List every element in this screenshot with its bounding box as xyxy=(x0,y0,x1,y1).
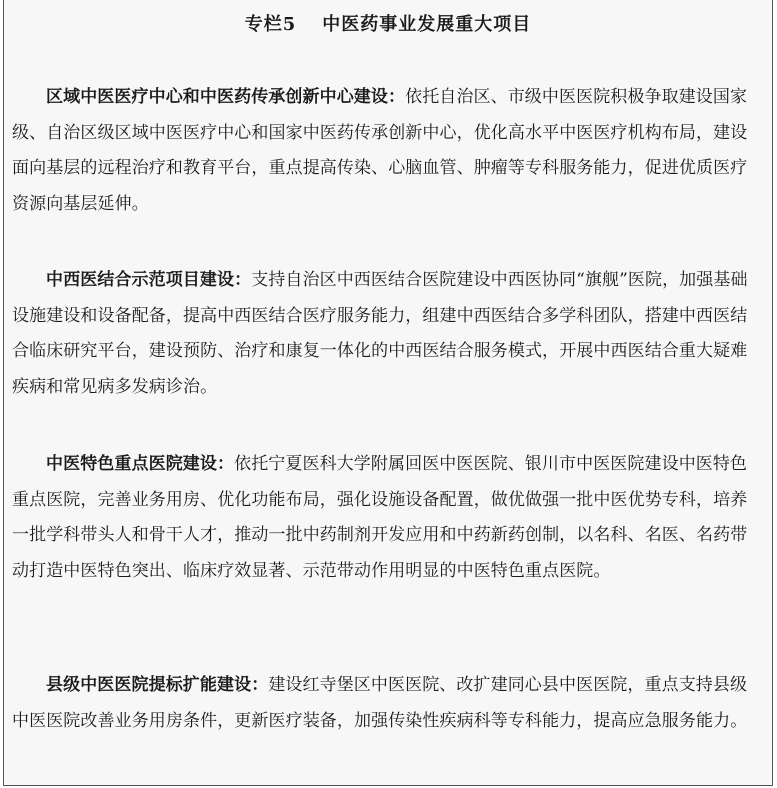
section-heading: 区域中医医疗中心和中医药传承创新中心建设： xyxy=(46,87,406,107)
section-county-hospital xyxy=(12,668,760,739)
section-heading: 县级中医医院提标扩能建设： xyxy=(46,675,269,695)
column-title xyxy=(4,10,772,36)
section-key-tcm-hospital xyxy=(12,447,760,589)
column-box xyxy=(3,0,773,786)
section-integrated-medicine xyxy=(12,263,760,405)
column-name: 中医药事业发展重大项目 xyxy=(322,14,532,35)
section-heading: 中西医结合示范项目建设： xyxy=(46,270,252,290)
section-heading: 中医特色重点医院建设： xyxy=(46,454,235,474)
section-regional-center xyxy=(12,80,760,222)
column-number: 专栏5 xyxy=(244,14,297,35)
section-body: 依托自治区、市级中医医院积极争取建设国家级、自治区级区域中医医疗中心和国家中医药传承创新中心，优化高水平中医医疗机构布局，建设面向基层的远程治疗和教育平台，重点提高传染、心脑血管、肿瘤等专科服务能力，促进优质医疗资源向基层延伸。 xyxy=(12,87,748,214)
section-body: 建设红寺堡区中医医院、改扩建同心县中医医院，重点支持县级中医医院改善业务用房条件，更新医疗装备，加强传染性疾病科等专科能力，提高应急服务能力。 xyxy=(12,675,748,731)
section-body: 支持自治区中西医结合医院建设中西医协同“旗舰”医院，加强基础设施建设和设备配备，提高中西医结合医疗服务能力，组建中西医结合多学科团队，搭建中西医结合临床研究平台，建设预防、治疗和康复一体化的中西医结合服务模式，开展中西医结合重大疑难疾病和常见病多发病诊治。 xyxy=(12,270,748,397)
section-body: 依托宁夏医科大学附属回医中医医院、银川市中医医院建设中医特色重点医院，完善业务用房、优化功能布局，强化设施设备配置，做优做强一批中医优势专科，培养一批学科带头人和骨干人才，推动一批中药制剂开发应用和中药新药创制，以名科、名医、名药带动打造中医特色突出、临床疗效显著、示范带动作用明显的中医特色重点医院。 xyxy=(12,454,748,581)
